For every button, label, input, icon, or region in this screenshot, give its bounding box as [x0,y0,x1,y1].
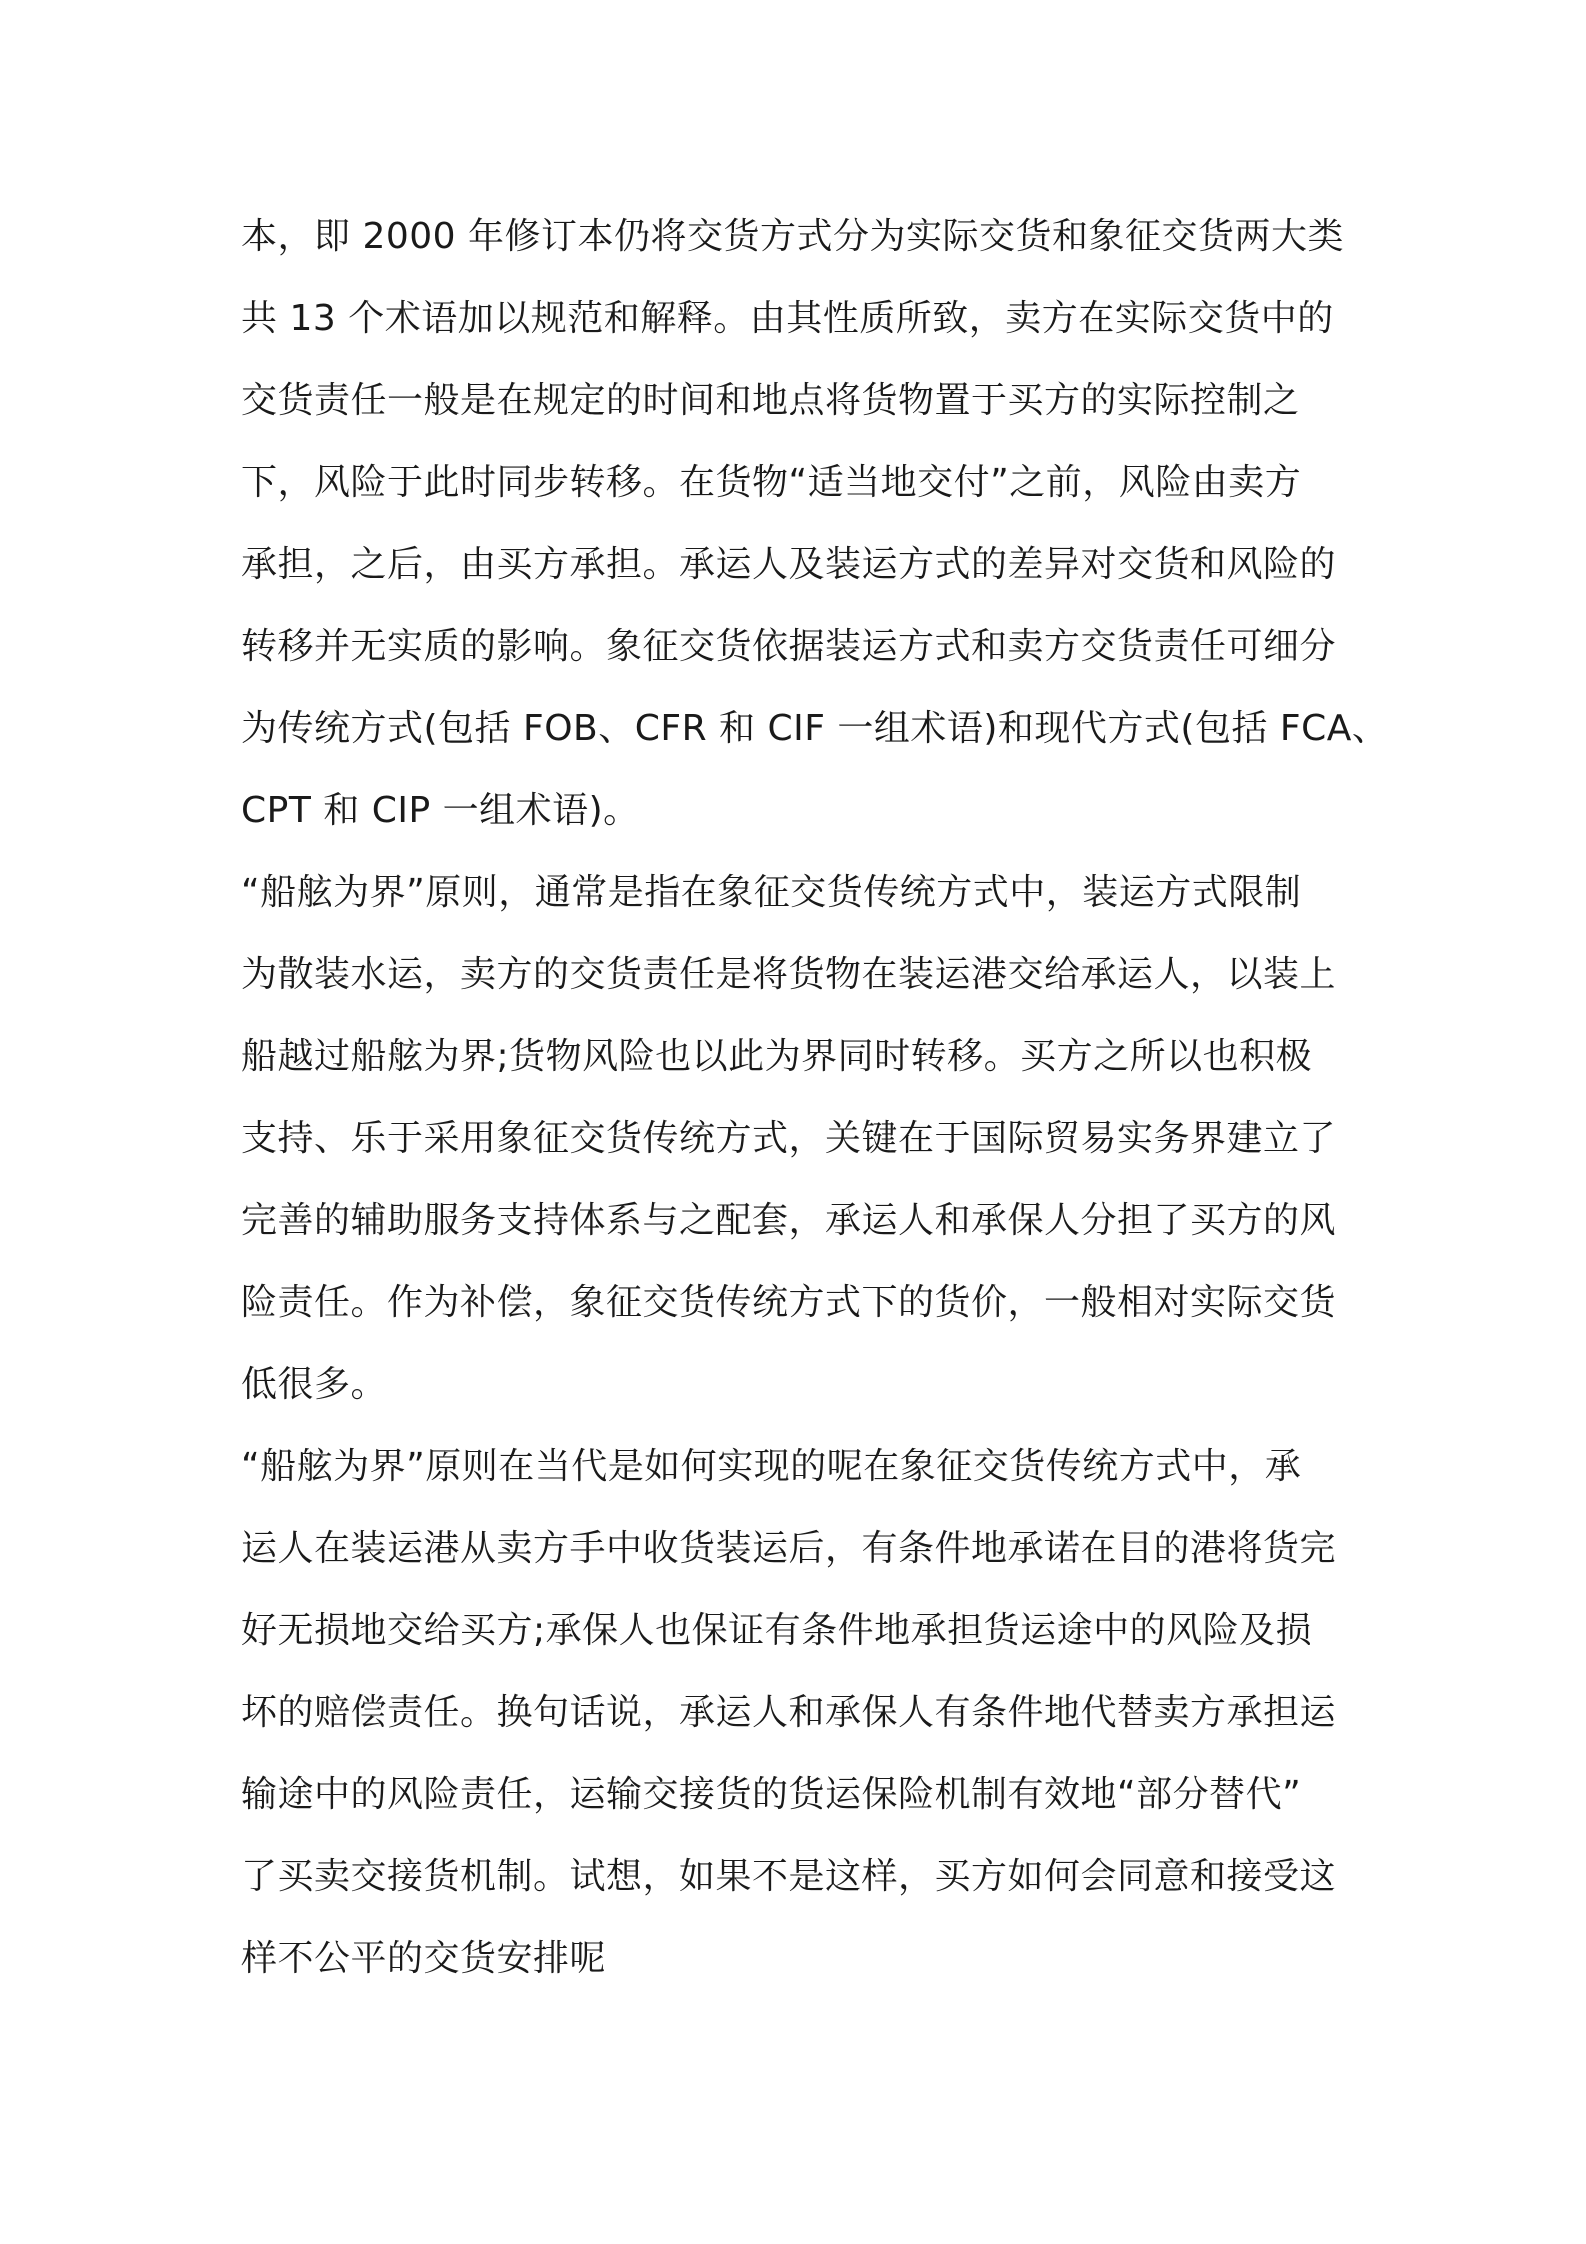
text-line: 转移并无实质的影响。象征交货依据装运方式和卖方交货责任可细分 [241,626,1337,667]
text-line: 为散装水运，卖方的交货责任是将货物在装运港交给承运人，以装上 [241,954,1337,995]
text-line: 支持、乐于采用象征交货传统方式，关键在于国际贸易实务界建立了 [241,1118,1337,1159]
text-line: “船舷为界”原则，通常是指在象征交货传统方式中，装运方式限制 [241,872,1302,913]
text-line: 交货责任一般是在规定的时间和地点将货物置于买方的实际控制之 [241,380,1300,421]
text-line: 低很多。 [241,1364,388,1405]
text-line: 坏的赔偿责任。换句话说，承运人和承保人有条件地代替卖方承担运 [241,1692,1337,1733]
text-line: 为传统方式(包括 FOB、CFR 和 CIF 一组术语)和现代方式(包括 FCA、 [241,708,1389,749]
text-line: 险责任。作为补偿，象征交货传统方式下的货价，一般相对实际交货 [241,1282,1337,1323]
text-line: 运人在装运港从卖方手中收货装运后，有条件地承诺在目的港将货完 [241,1528,1337,1569]
text-line: 船越过船舷为界;货物风险也以此为界同时转移。买方之所以也积极 [241,1036,1313,1077]
text-line: 本，即 2000 年修订本仍将交货方式分为实际交货和象征交货两大类 [241,216,1345,257]
text-line: “船舷为界”原则在当代是如何实现的呢在象征交货传统方式中，承 [241,1446,1302,1487]
text-line: 输途中的风险责任，运输交接货的货运保险机制有效地“部分替代” [241,1774,1302,1815]
text-line: 承担，之后，由买方承担。承运人及装运方式的差异对交货和风险的 [241,544,1337,585]
text-line: 好无损地交给买方;承保人也保证有条件地承担货运途中的风险及损 [241,1610,1313,1651]
text-line: 完善的辅助服务支持体系与之配套，承运人和承保人分担了买方的风 [241,1200,1337,1241]
text-line: 下，风险于此时同步转移。在货物“适当地交付”之前，风险由卖方 [241,462,1302,503]
text-line: 共 13 个术语加以规范和解释。由其性质所致，卖方在实际交货中的 [241,298,1334,339]
body-text [241,196,1389,2000]
text-line: 了买卖交接货机制。试想，如果不是这样，买方如何会同意和接受这 [241,1856,1337,1897]
text-line: 样不公平的交货安排呢 [241,1938,607,1979]
text-line: CPT 和 CIP 一组术语)。 [241,790,640,831]
